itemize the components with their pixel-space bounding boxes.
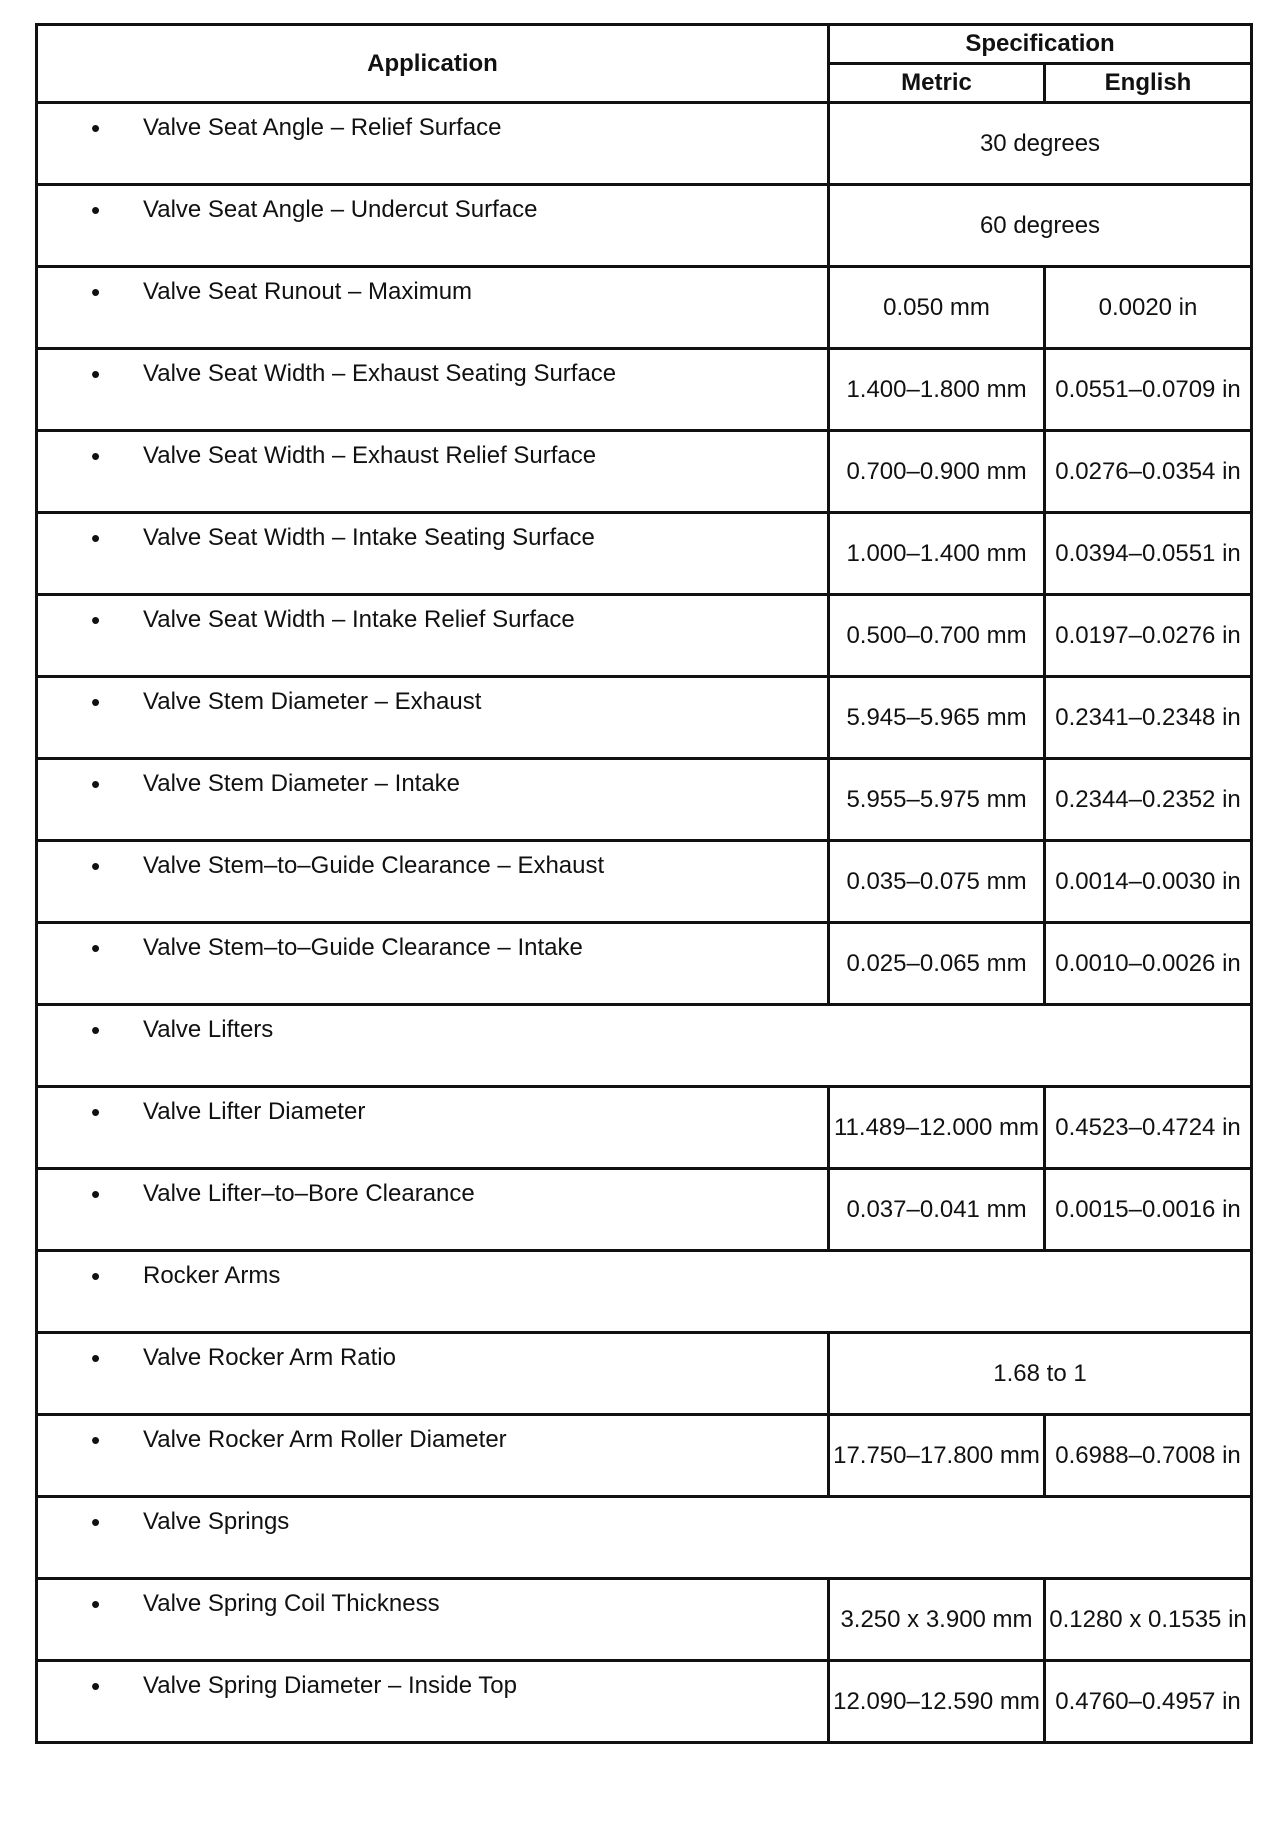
application-cell (37, 677, 829, 759)
metric-value: 1.000–1.400 mm (829, 513, 1045, 595)
application-label: Valve Seat Angle – Undercut Surface (143, 196, 538, 223)
bullet-icon: • (91, 1097, 101, 1127)
application-cell (37, 1169, 829, 1251)
application-label: Valve Stem–to–Guide Clearance – Exhaust (143, 852, 605, 879)
bullet-icon: • (91, 769, 101, 799)
application-cell (37, 1251, 1252, 1333)
metric-value: 0.500–0.700 mm (829, 595, 1045, 677)
application-label: Valve Rocker Arm Roller Diameter (143, 1426, 507, 1453)
english-value: 0.4760–0.4957 in (1045, 1661, 1252, 1743)
table-row (37, 1661, 1252, 1743)
application-cell (37, 103, 829, 185)
english-value: 0.4523–0.4724 in (1045, 1087, 1252, 1169)
table-row (37, 759, 1252, 841)
bullet-icon: • (91, 1425, 101, 1455)
table-row (37, 267, 1252, 349)
metric-value: 17.750–17.800 mm (829, 1415, 1045, 1497)
table-row (37, 677, 1252, 759)
application-cell (37, 841, 829, 923)
table-row (37, 349, 1252, 431)
spec-value-merged: 60 degrees (829, 185, 1252, 267)
application-label: Valve Seat Runout – Maximum (143, 278, 473, 305)
english-value: 0.2344–0.2352 in (1045, 759, 1252, 841)
english-value: 0.0197–0.0276 in (1045, 595, 1252, 677)
application-label: Valve Lifters (143, 1016, 274, 1043)
application-label: Valve Seat Width – Exhaust Relief Surface (143, 442, 597, 469)
bullet-icon: • (91, 1261, 101, 1291)
metric-value: 12.090–12.590 mm (829, 1661, 1045, 1743)
table-row (37, 595, 1252, 677)
table-row (37, 513, 1252, 595)
application-cell (37, 431, 829, 513)
spec-table-body (37, 103, 1252, 1743)
english-value: 0.0551–0.0709 in (1045, 349, 1252, 431)
application-cell (37, 759, 829, 841)
bullet-icon: • (91, 1343, 101, 1373)
application-cell (37, 1579, 829, 1661)
application-label: Rocker Arms (143, 1262, 281, 1289)
header-application: Application (37, 25, 829, 103)
section-row (37, 1497, 1252, 1579)
application-label: Valve Lifter Diameter (143, 1098, 366, 1125)
bullet-icon: • (91, 1179, 101, 1209)
application-cell (37, 1415, 829, 1497)
application-label: Valve Spring Diameter – Inside Top (143, 1672, 517, 1699)
table-row (37, 1415, 1252, 1497)
application-label: Valve Seat Width – Exhaust Seating Surface (143, 360, 617, 387)
english-value: 0.1280 x 0.1535 in (1045, 1579, 1252, 1661)
section-row (37, 1005, 1252, 1087)
header-specification: Specification (829, 25, 1252, 64)
metric-value: 0.050 mm (829, 267, 1045, 349)
table-row (37, 1087, 1252, 1169)
table-row (37, 431, 1252, 513)
application-cell (37, 1497, 1252, 1579)
valve-spec-table (35, 23, 1253, 1744)
header-metric: Metric (829, 64, 1045, 103)
bullet-icon: • (91, 605, 101, 635)
english-value: 0.0015–0.0016 in (1045, 1169, 1252, 1251)
table-row (37, 1579, 1252, 1661)
application-cell (37, 513, 829, 595)
metric-value: 11.489–12.000 mm (829, 1087, 1045, 1169)
header-english: English (1045, 64, 1252, 103)
metric-value: 0.700–0.900 mm (829, 431, 1045, 513)
table-row (37, 103, 1252, 185)
table-row (37, 1169, 1252, 1251)
bullet-icon: • (91, 113, 101, 143)
bullet-icon: • (91, 523, 101, 553)
application-label: Valve Stem Diameter – Exhaust (143, 688, 482, 715)
english-value: 0.6988–0.7008 in (1045, 1415, 1252, 1497)
application-cell (37, 267, 829, 349)
bullet-icon: • (91, 195, 101, 225)
application-label: Valve Lifter–to–Bore Clearance (143, 1180, 475, 1207)
bullet-icon: • (91, 1015, 101, 1045)
bullet-icon: • (91, 1589, 101, 1619)
metric-value: 0.035–0.075 mm (829, 841, 1045, 923)
bullet-icon: • (91, 933, 101, 963)
metric-value: 3.250 x 3.900 mm (829, 1579, 1045, 1661)
english-value: 0.0020 in (1045, 267, 1252, 349)
application-cell (37, 1087, 829, 1169)
bullet-icon: • (91, 441, 101, 471)
bullet-icon: • (91, 359, 101, 389)
application-label: Valve Stem–to–Guide Clearance – Intake (143, 934, 583, 961)
table-row (37, 1333, 1252, 1415)
section-row (37, 1251, 1252, 1333)
metric-value: 0.025–0.065 mm (829, 923, 1045, 1005)
english-value: 0.0010–0.0026 in (1045, 923, 1252, 1005)
application-cell (37, 1005, 1252, 1087)
bullet-icon: • (91, 1671, 101, 1701)
application-label: Valve Seat Width – Intake Seating Surface (143, 524, 595, 551)
table-row (37, 923, 1252, 1005)
application-cell (37, 1661, 829, 1743)
table-row (37, 841, 1252, 923)
application-cell (37, 595, 829, 677)
bullet-icon: • (91, 687, 101, 717)
application-cell (37, 1333, 829, 1415)
application-label: Valve Spring Coil Thickness (143, 1590, 440, 1617)
metric-value: 5.955–5.975 mm (829, 759, 1045, 841)
bullet-icon: • (91, 277, 101, 307)
application-cell (37, 349, 829, 431)
english-value: 0.2341–0.2348 in (1045, 677, 1252, 759)
metric-value: 0.037–0.041 mm (829, 1169, 1045, 1251)
application-label: Valve Rocker Arm Ratio (143, 1344, 396, 1371)
spec-value-merged: 1.68 to 1 (829, 1333, 1252, 1415)
application-cell (37, 923, 829, 1005)
metric-value: 5.945–5.965 mm (829, 677, 1045, 759)
metric-value: 1.400–1.800 mm (829, 349, 1045, 431)
application-label: Valve Seat Width – Intake Relief Surface (143, 606, 575, 633)
application-cell (37, 185, 829, 267)
english-value: 0.0014–0.0030 in (1045, 841, 1252, 923)
table-row (37, 185, 1252, 267)
english-value: 0.0394–0.0551 in (1045, 513, 1252, 595)
bullet-icon: • (91, 1507, 101, 1537)
english-value: 0.0276–0.0354 in (1045, 431, 1252, 513)
bullet-icon: • (91, 851, 101, 881)
spec-value-merged: 30 degrees (829, 103, 1252, 185)
application-label: Valve Stem Diameter – Intake (143, 770, 461, 797)
application-label: Valve Springs (143, 1508, 290, 1535)
application-label: Valve Seat Angle – Relief Surface (143, 114, 502, 141)
